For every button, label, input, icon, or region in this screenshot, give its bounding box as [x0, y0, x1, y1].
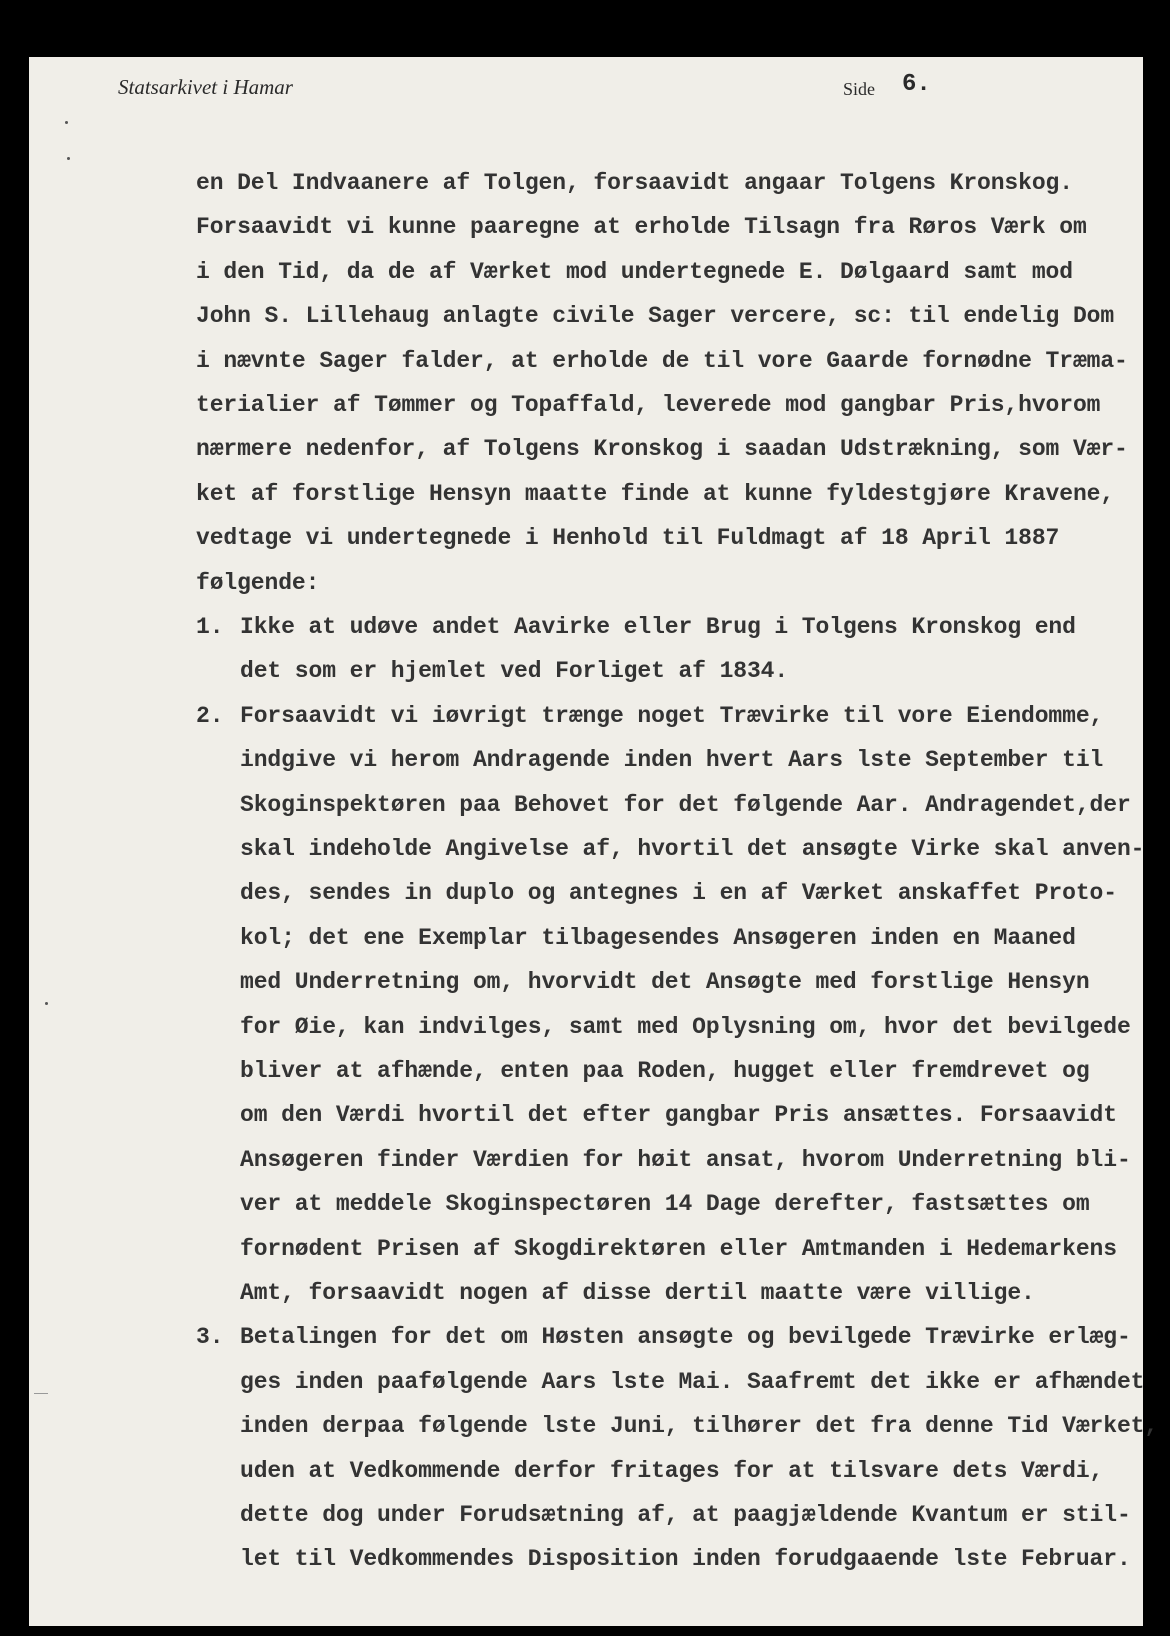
margin-tick [34, 1393, 48, 1394]
side-label: Side [843, 79, 876, 99]
text-line: Ansøgeren finder Værdien for høit ansat, hvorom Underretning bli- [240, 1146, 1131, 1173]
text-line: inden derpaa følgende lste Juni, tilhører det fra denne Tid Værket, [240, 1413, 1159, 1440]
document-page [29, 57, 1159, 1626]
text-line: følgende: [196, 569, 320, 596]
text-line: vedtage vi undertegnede i Henhold til Fuldmagt af 18 April 1887 [196, 525, 1060, 552]
text-line: ket af forstlige Hensyn maatte finde at kunne fyldestgjøre Kravene, [196, 480, 1115, 507]
text-line: bliver at afhænde, enten paa Roden, hugget eller fremdrevet og [240, 1058, 1090, 1084]
text-line: en Del Indvaanere af Tolgen, forsaavidt angaar Tolgens Kronskog. [196, 170, 1073, 196]
text-line: Ikke at udøve andet Aavirke eller Brug i Tolgens Kronskog end [240, 614, 1076, 640]
item-number: 3. [196, 1324, 224, 1351]
text-line: ver at meddele Skoginspectøren 14 Dage derefter, fastsættes om [240, 1191, 1090, 1218]
text-line: det som er hjemlet ved Forliget af 1834. [240, 658, 789, 685]
page-number: 6. [902, 71, 931, 98]
margin-mark [45, 1002, 48, 1005]
text-line: Forsaavidt vi iøvrigt trænge noget Trævirke til vore Eiendomme, [240, 702, 1104, 729]
text-line: med Underretning om, hvorvidt det Ansøgte med forstlige Hensyn [240, 969, 1090, 996]
text-line: fornødent Prisen af Skogdirektøren eller Amtmanden i Hedemarkens [240, 1235, 1117, 1262]
text-line: nærmere nedenfor, af Tolgens Kronskog i saadan Udstrækning, som Vær- [196, 436, 1128, 463]
text-line: Skoginspektøren paa Behovet for det følgende Aar. Andragendet,der [240, 791, 1131, 818]
text-line: terialier af Tømmer og Topaffald, leverede mod gangbar Pris,hvorom [196, 392, 1101, 418]
text-line: Amt, forsaavidt nogen af disse dertil maatte være villige. [240, 1280, 1035, 1306]
margin-mark [67, 157, 70, 160]
margin-mark [65, 121, 68, 124]
text-line: i den Tid, da de af Værket mod undertegnede E. Dølgaard samt mod [196, 258, 1073, 285]
archive-header: Statsarkivet i Hamar [118, 75, 293, 99]
text-line: i nævnte Sager falder, at erholde de til vore Gaarde fornødne Træma- [196, 347, 1128, 374]
text-line: indgive vi herom Andragende inden hvert Aars lste September til [240, 747, 1104, 774]
text-line: kol; det ene Exemplar tilbagesendes Ansøgeren inden en Maaned [240, 924, 1076, 951]
text-line: uden at Vedkommende derfor fritages for at tilsvare dets Værdi, [240, 1457, 1104, 1484]
text-line: ges inden paafølgende Aars lste Mai. Saafremt det ikke er afhændet [240, 1368, 1145, 1395]
text-line: John S. Lillehaug anlagte civile Sager vercere, sc: til endelig Dom [196, 303, 1115, 330]
text-line: let til Vedkommendes Disposition inden forudgaaende lste Februar. [240, 1546, 1131, 1573]
text-line: skal indeholde Angivelse af, hvortil det ansøgte Virke skal anven- [240, 836, 1145, 862]
text-line: om den Værdi hvortil det efter gangbar Pris ansættes. Forsaavidt [240, 1102, 1117, 1129]
item-number: 1. [196, 614, 224, 640]
text-line: Betalingen for det om Høsten ansøgte og bevilgede Trævirke erlæg- [240, 1324, 1131, 1351]
item-number: 2. [196, 702, 224, 729]
text-line: Forsaavidt vi kunne paaregne at erholde Tilsagn fra Røros Værk om [196, 214, 1087, 241]
text-line: for Øie, kan indvilges, samt med Oplysning om, hvor det bevilgede [240, 1013, 1131, 1040]
text-line: des, sendes in duplo og antegnes i en af Værket anskaffet Proto- [240, 880, 1117, 907]
text-line: dette dog under Forudsætning af, at paagjældende Kvantum er stil- [240, 1502, 1131, 1528]
